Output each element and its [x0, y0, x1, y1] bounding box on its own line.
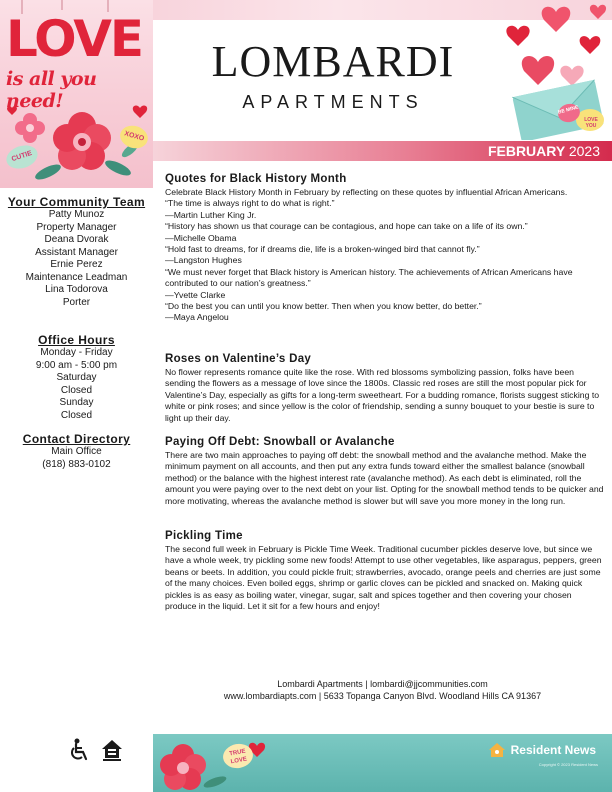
footer-email-line: Lombardi Apartments | lombardi@jjcommunities.com — [277, 679, 488, 689]
team-member-role: Property Manager — [36, 221, 117, 233]
resident-news-logo — [487, 740, 596, 760]
hours-line: Saturday — [56, 372, 97, 383]
quote-text: “The time is always right to do what is right.” — [165, 198, 335, 209]
team-member-role: Porter — [62, 296, 91, 308]
article-heading: Paying Off Debt: Snowball or Avalanche — [165, 436, 395, 448]
quote-text: “History has shown us that courage can be contagious, and hope can take on a life of its own.” — [165, 221, 528, 232]
equal-housing-opportunity-icon — [100, 738, 124, 762]
quote-author: —Langston Hughes — [165, 255, 242, 266]
article-pickling-time — [165, 530, 605, 612]
issue-month: FEBRUARY — [487, 143, 565, 159]
hours-line: Sunday — [59, 397, 94, 408]
article-body: No flower represents romance quite like the rose. With red blossoms symbolizing passion, folks have been sending the flowers as a message of love since the 1800s. Classic red roses are still the most popular pick for Valentine’s Day, especially as gifts for a long-term sweetheart. For a budding romance, florists suggest sticking to white or pink roses; and since yellow is the color of friendship, sending a sunny bouquet to your bestie is sure to light up their day. — [165, 367, 600, 423]
footer-contact-info — [153, 678, 612, 702]
candy-heart-love-you: LOVE YOU — [584, 117, 598, 129]
candy-heart-xoxo: XOXO — [118, 123, 151, 152]
newsletter-main — [153, 0, 612, 792]
article-body: The second full week in February is Pickle Time Week. Traditional cucumber pickles deserve love, but since we have a whole week, try pickling some new foods! Attempt to use other vegetables, like asparagus, peppers, green beans or beets. In addition, you could pickle fruit; strawberries, avocado, orange peels and cherries are just some of the many choices. Even boiled eggs, shrimp or garlic cloves can be pickled and snacked on. Making quick pickles is as easy as boiling water, vinegar, sugar, salt and spices together and then covering your chosen produce in the liquid. Let it sit for a few hours and enjoy! — [165, 544, 602, 612]
footer-flower-icon — [153, 734, 273, 792]
article-intro: Celebrate Black History Month in February by reflecting on these quotes by influential African Americans. — [165, 187, 568, 197]
valentine-envelope-art — [498, 0, 612, 140]
love-title: LOVE — [6, 10, 143, 68]
candy-heart-cutie: CUTIE — [3, 142, 40, 173]
article-heading: Quotes for Black History Month — [165, 173, 347, 185]
resident-news-brand: Resident News — [510, 743, 596, 757]
team-member-name: Patty Munoz — [48, 209, 105, 220]
issue-date-bar — [153, 141, 612, 161]
candy-heart-be-mine: BE MINE — [556, 101, 582, 124]
hours-line: Closed — [60, 409, 93, 421]
community-team-section — [0, 195, 153, 309]
team-member-name: Lina Todorova — [45, 284, 108, 295]
hours-line: Closed — [60, 384, 93, 396]
team-member-name: Deana Dvorak — [44, 234, 109, 245]
article-heading: Roses on Valentine’s Day — [165, 353, 312, 365]
issue-date — [488, 143, 600, 159]
team-member-role: Maintenance Leadman — [25, 271, 128, 283]
article-roses — [165, 353, 605, 424]
quote-author: —Michelle Obama — [165, 232, 237, 243]
contact-directory-section — [0, 432, 153, 471]
hours-line: Monday - Friday — [40, 347, 113, 358]
article-body: There are two main approaches to paying off debt: the snowball method and the avalanche method. Make the minimum payment on all accounts, and then put any extra funds toward either the smallest balance (snowball method) or the balance with the highest interest rate (avalanche method). As each debt is eliminated, roll the amount you were paying over to the next debt on your list. Opting for the snowball method tends to be quicker and more motivating, whereas the avalanche method is slower but will save you more money in the long run. — [165, 450, 604, 506]
quote-author: —Yvette Clarke — [165, 289, 226, 300]
office-hours-section — [0, 333, 153, 422]
property-name: LOMBARDI — [211, 37, 455, 86]
issue-year: 2023 — [568, 143, 600, 159]
sidebar — [0, 0, 153, 792]
footer-address-line: www.lombardiapts.com | 5633 Topanga Canyon Blvd. Woodland Hills CA 91367 — [223, 691, 542, 701]
hours-heading: Office Hours — [38, 333, 115, 347]
quote-author: —Maya Angelou — [165, 312, 229, 323]
contact-phone: (818) 883-0102 — [42, 458, 111, 470]
team-member-name: Ernie Perez — [50, 259, 103, 270]
copyright-text: Copyright © 2023 Resident News — [538, 762, 598, 767]
quote-author: —Martin Luther King Jr. — [165, 209, 257, 220]
contact-heading: Contact Directory — [22, 432, 131, 446]
love-tagline: is all you need! — [6, 68, 97, 112]
contact-line: Main Office — [51, 446, 102, 457]
article-heading: Pickling Time — [165, 530, 243, 542]
candy-heart-true-love: TRUE LOVE — [221, 742, 255, 771]
footer-band — [153, 734, 612, 792]
resident-news-house-icon — [487, 740, 507, 760]
article-black-history-quotes — [165, 173, 605, 324]
wheelchair-accessibility-icon — [68, 738, 90, 762]
accessibility-icons — [68, 738, 124, 762]
property-subtitle: APARTMENTS — [242, 92, 424, 112]
team-member-role: Assistant Manager — [35, 246, 118, 258]
article-paying-off-debt — [165, 436, 605, 507]
love-header-art — [0, 0, 153, 188]
hours-line: 9:00 am - 5:00 pm — [35, 359, 118, 371]
quote-text: “Hold fast to dreams, for if dreams die, life is a broken-winged bird that cannot fly.” — [165, 244, 480, 255]
team-heading: Your Community Team — [7, 195, 146, 209]
quote-text: “Do the best you can until you know better. Then when you know better, do better.” — [165, 301, 482, 312]
quote-text: “We must never forget that Black history is American history. The achievements of African Americans have contributed to our nation’s greatness.” — [165, 266, 573, 289]
